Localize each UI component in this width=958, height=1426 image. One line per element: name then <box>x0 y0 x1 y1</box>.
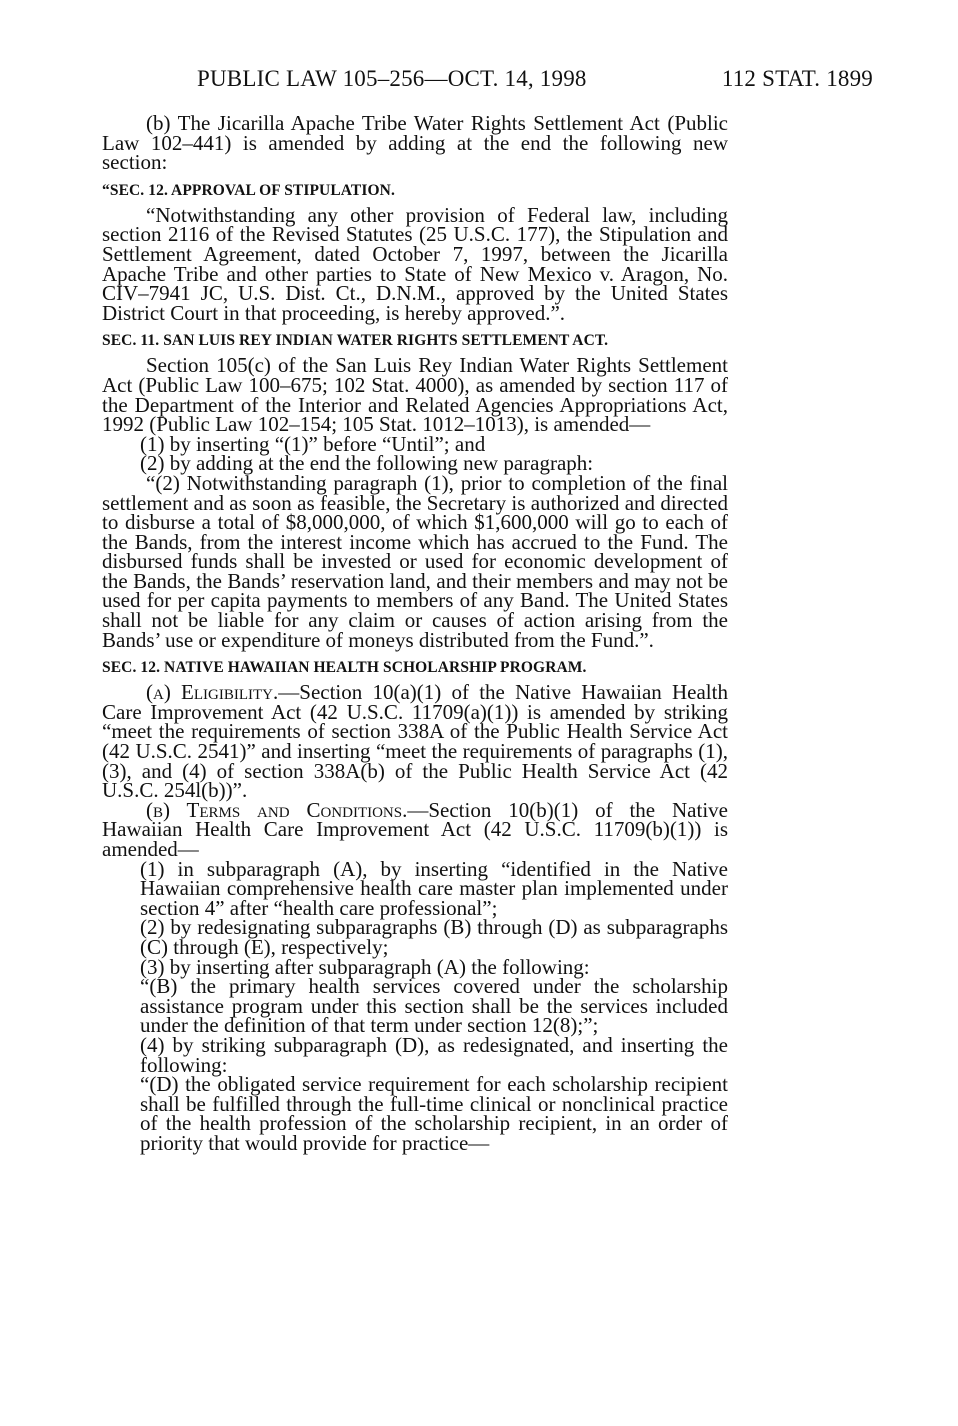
paragraph-quoted-b: “(B) the primary health services covered under the scholarship assistance program under this section shall be the services included under the definition of that term under section 12(8);”; <box>140 974 728 1038</box>
paragraph-subitem-3: (3) by inserting after subparagraph (A) the following: <box>140 954 590 979</box>
header-stat-page: 112 STAT. 1899 <box>721 66 873 91</box>
paragraph-disbursement-text: “(2) Notwithstanding paragraph (1), prior to completion of the final settlement and as soon as feasible, the Secretary is authorized and directed to disburse a total of $8,000,000, of which $1,600,000 will go to each of the Bands, from the interest income which has accrued to the Fund. The disbursed funds shall be invested or used for economic development of the Bands, the Bands’ reservation land, and their members and may not be used for per capita payments to members of any Band. The United States shall not be liable for any claim or causes of action arising from the Bands’ use or expenditure of moneys distributed from the Fund.”. <box>102 470 728 652</box>
header-public-law: PUBLIC LAW 105–256—OCT. 14, 1998 <box>197 66 587 91</box>
paragraph-subitem-4: (4) by striking subparagraph (D), as redesignated, and inserting the following: <box>140 1032 728 1077</box>
document-body <box>102 111 728 1155</box>
paragraph-stipulation-text: “Notwithstanding any other provision of Federal law, including section 2116 of the Revised Statutes (25 U.S.C. 177), the Stipulation and Settlement Agreement, dated October 7, 1997, between the Jicarilla Apache Tribe and other parties to State of New Mexico v. Aragon, No. CIV–7941 JC, U.S. Dist. Ct., D.N.M., approved by the United States District Court in that proceeding, is hereby approved.”. <box>102 202 728 325</box>
terms-text: —Section 10(b)(1) of the Native Hawaiian Health Care Improvement Act (42 U.S.C. 11709(b)(1)) is amended— <box>102 797 728 861</box>
terms-label: (b) Terms and Conditions. <box>146 797 408 822</box>
eligibility-label: (a) Eligibility. <box>146 680 279 705</box>
section-heading-native-hawaiian: SEC. 12. NATIVE HAWAIIAN HEALTH SCHOLARSHIP PROGRAM. <box>102 659 587 677</box>
paragraph-san-luis-rey-intro: Section 105(c) of the San Luis Rey Indian Water Rights Settlement Act (Public Law 100–675; 102 Stat. 4000), as amended by section 117 of the Department of the Interior and Related Agencies Appropriations Act, 1992 (Public Law 102–154; 105 Stat. 1012–1013), is amended— <box>102 353 728 437</box>
paragraph-item-2: (2) by adding at the end the following new paragraph: <box>140 451 594 476</box>
section-heading-approval-of-stipulation: “SEC. 12. APPROVAL OF STIPULATION. <box>102 181 395 199</box>
paragraph-jicarilla-amendment: (b) The Jicarilla Apache Tribe Water Rights Settlement Act (Public Law 102–441) is amended by adding at the end the following new section: <box>102 111 728 175</box>
section-heading-san-luis-rey: SEC. 11. SAN LUIS REY INDIAN WATER RIGHTS SETTLEMENT ACT. <box>102 332 609 350</box>
paragraph-subitem-2: (2) by redesignating subparagraphs (B) through (D) as subparagraphs (C) through (E), respectively; <box>140 915 728 959</box>
paragraph-subitem-1: (1) in subparagraph (A), by inserting “identified in the Native Hawaiian comprehensive health care master plan implemented under section 4” after “health care professional”; <box>140 856 728 920</box>
paragraph-terms-conditions <box>102 797 728 861</box>
paragraph-quoted-d: “(D) the obligated service requirement for each scholarship recipient shall be fulfilled through the full-time clinical or nonclinical practice of the health profession of the scholarship recipient, in an order of priority that would provide for practice— <box>140 1072 728 1155</box>
paragraph-item-1: (1) by inserting “(1)” before “Until”; and <box>140 431 486 456</box>
eligibility-text: —Section 10(a)(1) of the Native Hawaiian Health Care Improvement Act (42 U.S.C. 11709(a)(1)) is amended by striking “meet the requirements of section 338A of the Public Health Service Act (42 U.S.C. 2541)” and inserting “meet the requirements of paragraphs (1), (3), and (4) of section 338A(b) of the Public Health Service Act (42 U.S.C. 254l(b))”. <box>102 680 728 803</box>
paragraph-eligibility <box>102 680 728 803</box>
